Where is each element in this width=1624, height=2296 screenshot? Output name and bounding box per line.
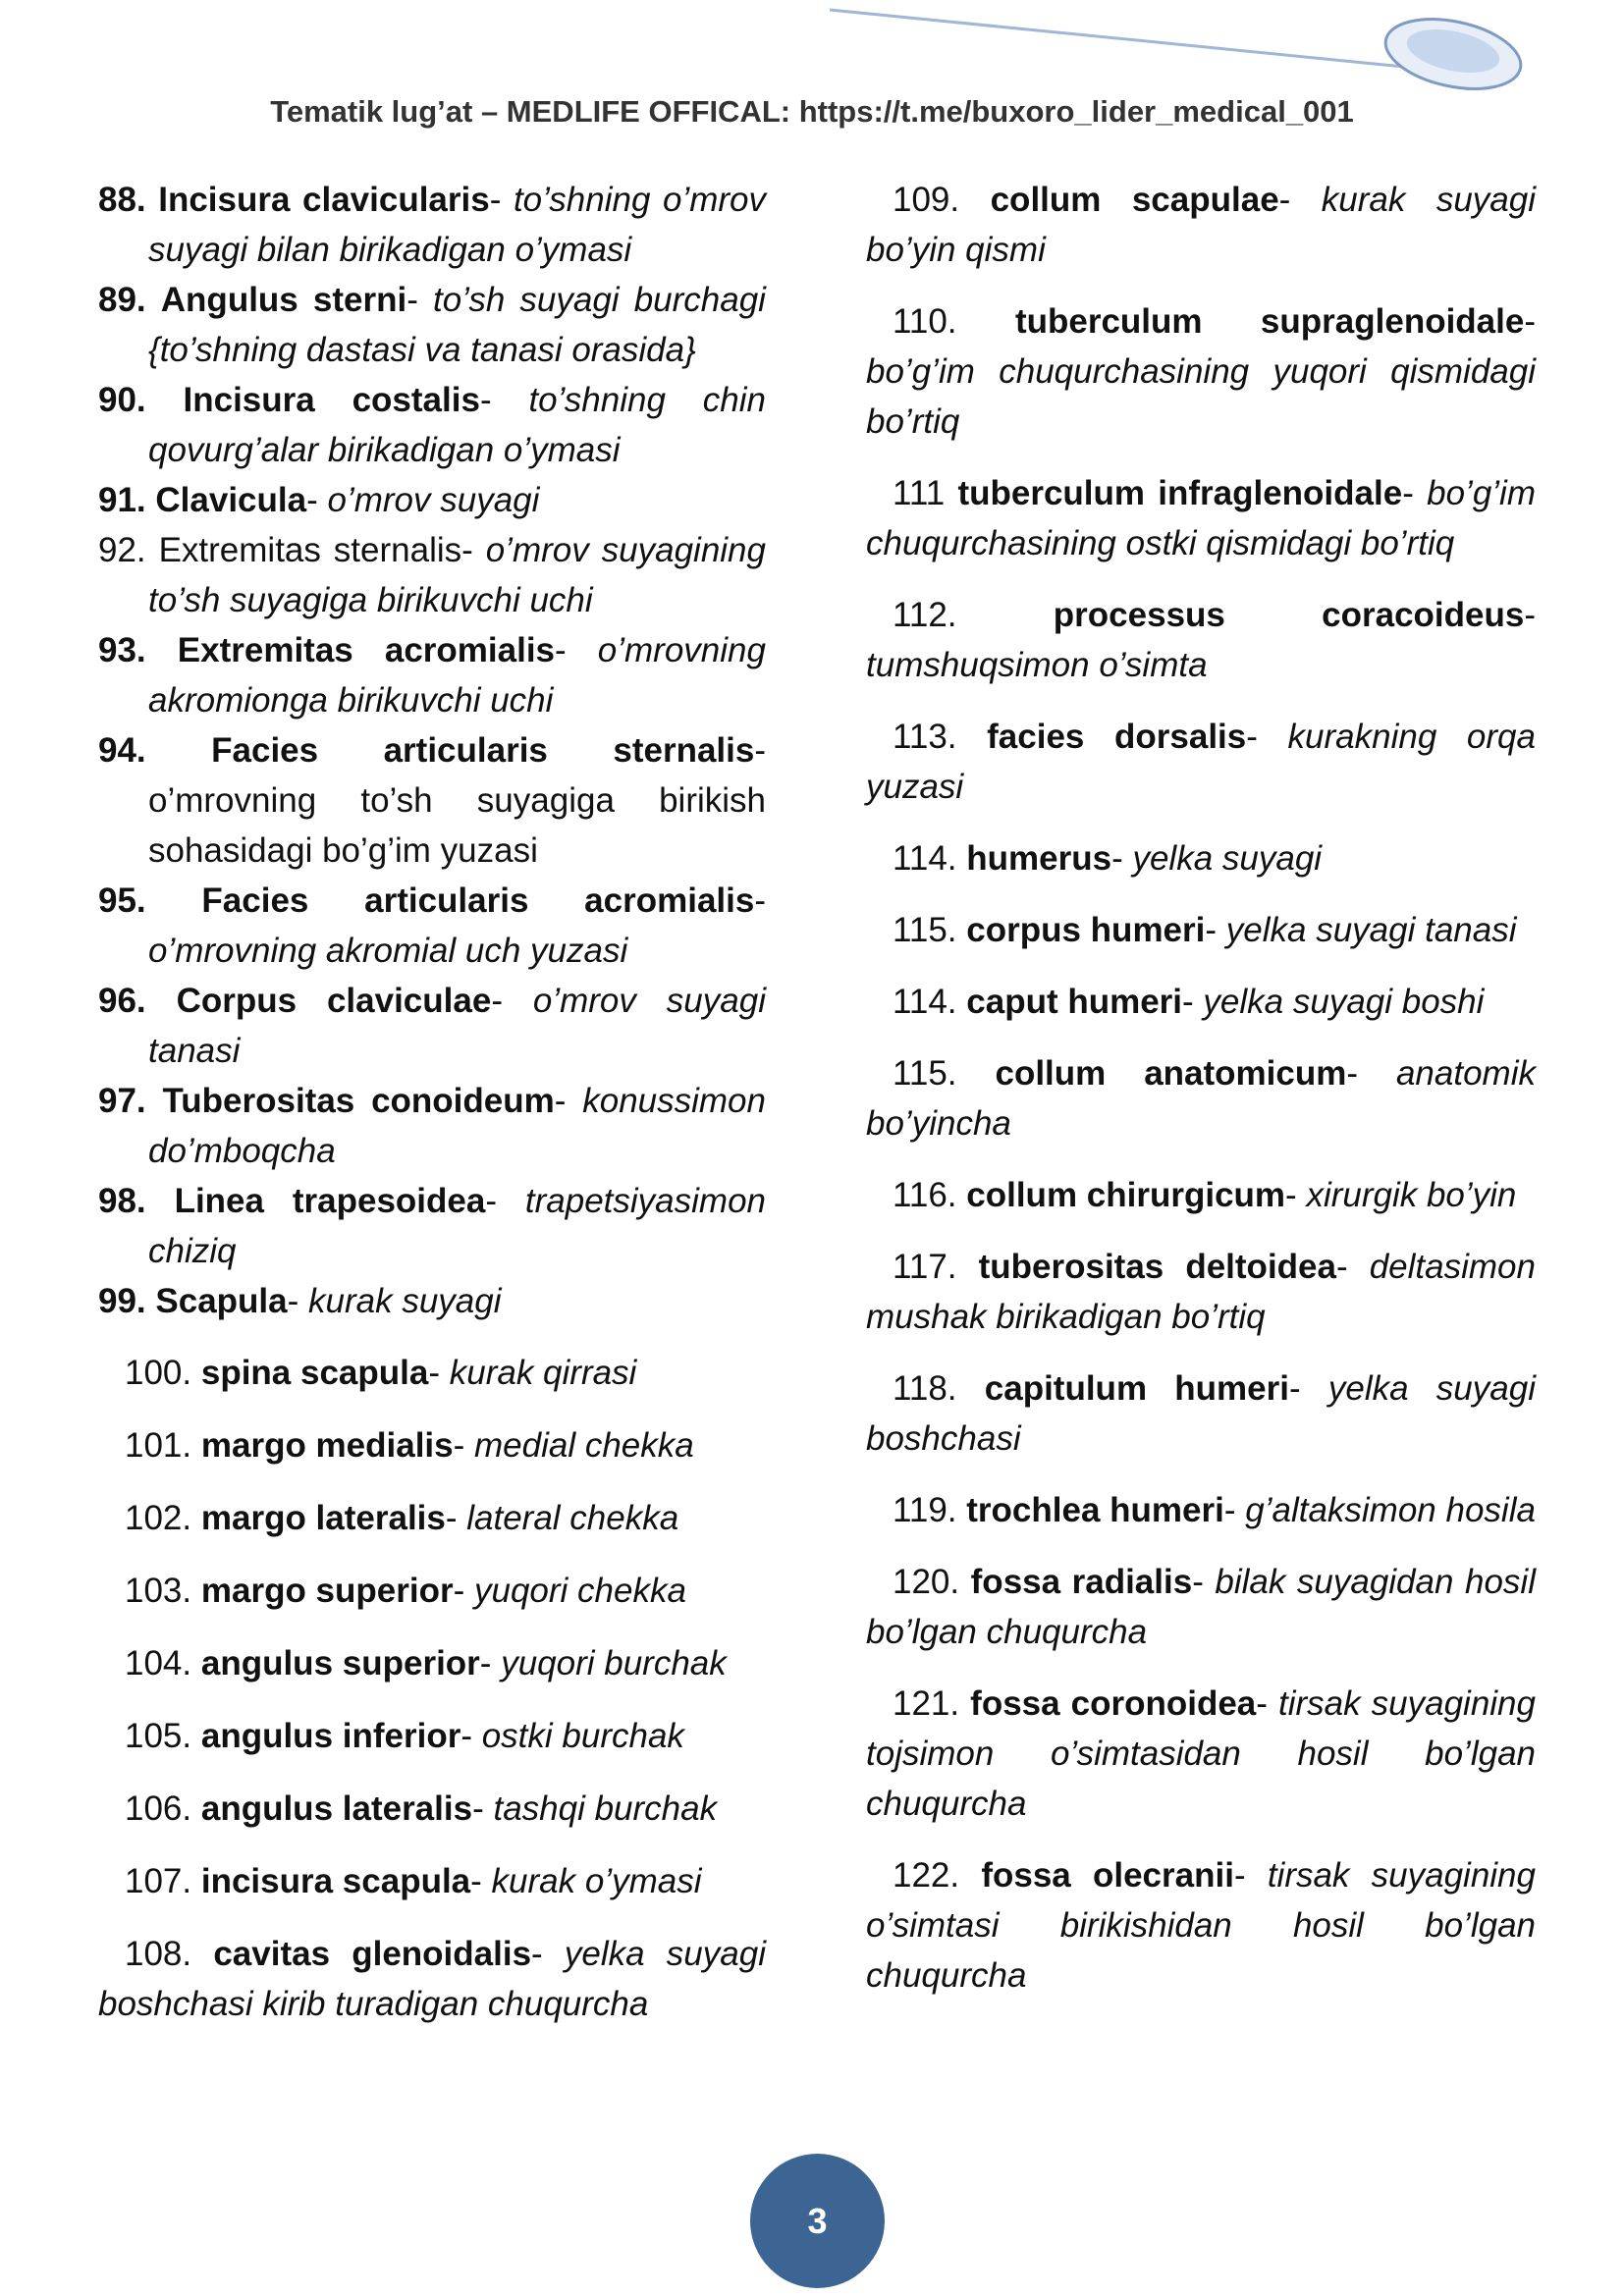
glossary-entry [866, 1557, 1536, 1657]
entry-separator: - [479, 1644, 502, 1682]
entry-separator: - [1335, 1248, 1370, 1286]
entry-definition: medial chekka [474, 1426, 694, 1465]
glossary-entry [98, 1176, 766, 1276]
entry-term: Extremitas acromialis [177, 631, 556, 669]
hanging-list [98, 175, 766, 1326]
entry-term: Scapula [155, 1282, 288, 1320]
glossary-entry [125, 1711, 766, 1761]
entry-term: margo superior [200, 1572, 454, 1610]
entry-separator: - [489, 181, 514, 219]
entry-separator: - [554, 1082, 583, 1120]
entry-definition: yelka suyagi boshchasi kirib turadigan chuqurcha [98, 1935, 766, 2023]
glossary-entry [98, 876, 766, 976]
header-decoration [0, 0, 1624, 108]
entry-term: angulus inferior [200, 1717, 461, 1755]
entry-number: 117. [893, 1248, 957, 1286]
entry-number: 110. [893, 302, 957, 341]
entry-term: margo lateralis [200, 1499, 446, 1537]
entry-definition: tirsak suyagining o’simtasi birikishidan hosil bo’lgan chuqurcha [866, 1856, 1536, 1995]
entry-term: tuberculum supraglenoidale [1014, 302, 1525, 341]
entry-term: capitulum humeri [984, 1369, 1289, 1408]
entry-number: 98. [98, 1182, 146, 1220]
entry-term: fossa olecranii [981, 1856, 1234, 1895]
entry-definition: tirsak suyagining tojsimon o’simtasidan hosil bo’lgan chuqurcha [866, 1684, 1536, 1823]
entry-number: 115. [893, 911, 957, 949]
entry-definition: tumshuqsimon o’simta [866, 646, 1208, 684]
entry-definition: to’sh suyagi burchagi {to’shning dastasi va tanasi orasida} [148, 281, 766, 369]
glossary-entry [98, 1276, 766, 1326]
entry-number: 92. [98, 531, 146, 569]
glossary-entry [125, 1493, 766, 1543]
entry-term: tuberositas deltoidea [978, 1248, 1336, 1286]
entry-number: 104. [125, 1644, 192, 1682]
entry-definition: ostki burchak [481, 1717, 684, 1755]
entry-separator: - [472, 1789, 494, 1828]
entry-separator: - [479, 381, 529, 419]
entry-term: Clavicula [155, 481, 307, 519]
entry-number: 116. [893, 1176, 957, 1214]
glossary-entry [866, 1850, 1536, 2001]
glossary-entry [98, 475, 766, 525]
entry-number: 105. [125, 1717, 192, 1755]
entry-number: 102. [125, 1499, 192, 1537]
entry-definition: deltasimon mushak birikadigan bo’rtiq [866, 1248, 1536, 1336]
entry-term: angulus superior [200, 1644, 480, 1682]
entry-definition: o’mrovning akromial uch yuzasi [148, 932, 628, 970]
glossary-entry [125, 1638, 766, 1688]
entry-definition: kurak o’ymasi [491, 1862, 702, 1900]
entry-number: 90. [98, 381, 146, 419]
entry-number: 109. [893, 181, 960, 219]
entry-separator: - [754, 881, 766, 920]
glossary-entry [98, 375, 766, 475]
entry-number: 113. [893, 718, 957, 756]
entry-term: collum anatomicum [995, 1054, 1347, 1093]
entry-term: incisura scapula [200, 1862, 471, 1900]
entry-term: trochlea humeri [966, 1491, 1224, 1529]
glossary-entry [866, 1242, 1536, 1342]
entry-number: 99. [98, 1282, 146, 1320]
entry-separator: - [555, 631, 598, 669]
entry-separator: - [491, 982, 533, 1020]
glossary-entry [98, 1076, 766, 1176]
entry-number: 115. [893, 1054, 957, 1093]
entry-separator: - [453, 1426, 475, 1465]
entry-definition: o’mrov suyagi tanasi [148, 982, 766, 1070]
glossary-entry [866, 905, 1536, 955]
entry-number: 97. [98, 1082, 146, 1120]
entry-term: collum chirurgicum [966, 1176, 1286, 1214]
entry-term: humerus [966, 839, 1112, 878]
entry-number: 91. [98, 481, 146, 519]
entry-separator: - [306, 481, 328, 519]
entry-term: Angulus sterni [160, 281, 407, 319]
entry-term: corpus humeri [966, 911, 1206, 949]
entry-separator: - [485, 1182, 525, 1220]
entry-term: Facies articularis acromialis [201, 881, 755, 920]
entry-term: Tuberositas conoideum [162, 1082, 555, 1120]
entry-number: 119. [893, 1491, 957, 1529]
entry-definition: kurakning orqa yuzasi [866, 718, 1536, 806]
entry-definition: yuqori burchak [501, 1644, 727, 1682]
entry-term: fossa radialis [970, 1563, 1193, 1601]
glossary-entry [866, 1170, 1536, 1220]
entry-separator: - [1111, 839, 1133, 878]
page-header: Tematik lug’at – MEDLIFE OFFICAL: https://t.me/buxoro_lider_medical_001 [270, 94, 1354, 129]
entry-number: 96. [98, 982, 146, 1020]
entry-term: angulus lateralis [200, 1789, 473, 1828]
entry-definition: g’altaksimon hosila [1245, 1491, 1536, 1529]
entry-definition: yelka suyagi boshi [1203, 983, 1485, 1021]
entry-separator: - [1192, 1563, 1216, 1601]
glossary-entry [125, 1566, 766, 1616]
spaced-list [98, 1348, 766, 1906]
entry-separator: - [428, 1354, 450, 1392]
entry-separator: - [453, 1572, 474, 1610]
entry-number: 100. [125, 1354, 192, 1392]
entry-number: 106. [125, 1789, 192, 1828]
entry-separator: - [406, 281, 433, 319]
entry-definition: o’mrovning akromionga birikuvchi uchi [148, 631, 766, 720]
entry-separator: - [1205, 911, 1226, 949]
entry-definition: bilak suyagidan hosil bo’lgan chuqurcha [866, 1563, 1536, 1651]
entry-number: 114. [893, 839, 957, 878]
entry-separator: - [470, 1862, 492, 1900]
entry-separator: - [445, 1499, 467, 1537]
entry-term: Incisura costalis [183, 381, 480, 419]
entry-term: Extremitas sternalis [158, 531, 462, 569]
entry-definition: bo’g’im chuqurchasining yuqori qismidagi bo’rtiq [866, 352, 1536, 441]
entry-definition: yelka suyagi [1132, 839, 1323, 878]
entry-number: 112. [893, 596, 957, 634]
entry-separator: - [287, 1282, 309, 1320]
entry-separator: - [1256, 1684, 1278, 1723]
entry-term: margo medialis [200, 1426, 454, 1465]
entry-term: tuberculum infraglenoidale [957, 474, 1403, 512]
entry-term: cavitas glenoidalis [213, 1935, 532, 1973]
entry-term: spina scapula [200, 1354, 429, 1392]
entry-definition: kurak qirrasi [449, 1354, 637, 1392]
entry-number: 107. [125, 1862, 192, 1900]
entry-separator: - [460, 1717, 482, 1755]
entry-number: 121. [893, 1684, 960, 1723]
entry-term: facies dorsalis [987, 718, 1247, 756]
entry-number: 94. [98, 731, 146, 770]
entry-separator: - [1278, 181, 1322, 219]
entry-separator: - [754, 731, 766, 770]
entry-separator: - [1524, 596, 1536, 634]
glossary-entry [98, 525, 766, 625]
entry-separator: - [1288, 1369, 1328, 1408]
entry-definition: tashqi burchak [493, 1789, 718, 1828]
entry-number: 122. [893, 1856, 960, 1895]
entry-definition: kurak suyagi bo’yin qismi [866, 181, 1536, 269]
entry-term: fossa coronoidea [970, 1684, 1257, 1723]
entry-number: 95. [98, 881, 146, 920]
entry-108 [98, 1929, 766, 2029]
entry-definition: to’shning o’mrov suyagi bilan birikadigan o’ymasi [148, 181, 767, 269]
entry-separator: - [1223, 1491, 1246, 1529]
entry-separator: - [461, 531, 486, 569]
entry-number: 108. [125, 1935, 192, 1973]
entry-definition: o’mrov suyagi [327, 481, 540, 519]
entry-term: Incisura clavicularis [158, 181, 490, 219]
entry-definition: trapetsiyasimon chiziq [148, 1182, 766, 1270]
right-column [866, 175, 1536, 2022]
entry-definition: xirurgik bo’yin [1306, 1176, 1517, 1214]
entry-number: 89. [98, 281, 146, 319]
entry-separator: - [1524, 302, 1536, 341]
entry-number: 88. [98, 181, 146, 219]
glossary-entry [125, 1856, 766, 1906]
entry-definition: bo’g’im chuqurchasining ostki qismidagi bo’rtiq [866, 474, 1536, 562]
entry-definition: anatomik bo’yincha [866, 1054, 1536, 1143]
glossary-entry [866, 468, 1536, 568]
entry-separator: - [1233, 1856, 1268, 1895]
entry-term: Corpus claviculae [176, 982, 492, 1020]
glossary-entry [98, 625, 766, 725]
entry-term: caput humeri [966, 983, 1183, 1021]
entry-number: 120. [893, 1563, 960, 1601]
entry-number: 103. [125, 1572, 192, 1610]
glossary-entry [866, 712, 1536, 812]
glossary-entry [125, 1420, 766, 1470]
entry-definition: yelka suyagi tanasi [1225, 911, 1517, 949]
entry-separator: - [1182, 983, 1204, 1021]
entry-definition: konussimon do’mboqcha [148, 1082, 766, 1170]
glossary-entry [866, 1048, 1536, 1148]
entry-separator: - [1346, 1054, 1396, 1093]
entry-separator: - [1402, 474, 1428, 512]
glossary-entry [125, 1784, 766, 1834]
entry-separator: - [531, 1935, 565, 1973]
entry-number: 93. [98, 631, 146, 669]
glossary-entry [866, 175, 1536, 275]
entry-separator: - [1285, 1176, 1307, 1214]
glossary-entry [98, 175, 766, 275]
glossary-entry [866, 833, 1536, 883]
entry-term: Facies articularis sternalis [211, 731, 755, 770]
entry-definition: yuqori chekka [473, 1572, 686, 1610]
entry-definition: o’mrovning to’sh suyagiga birikish sohasidagi bo’g’im yuzasi [148, 781, 766, 870]
entry-definition: to’shning chin qovurg’alar birikadigan o’ymasi [148, 381, 766, 469]
entry-number: 114. [893, 983, 957, 1021]
glossary-entry [866, 1679, 1536, 1829]
entry-number: 111 [893, 474, 946, 512]
glossary-entry [866, 1485, 1536, 1535]
entry-definition: kurak suyagi [308, 1282, 502, 1320]
glossary-entry [98, 725, 766, 876]
entry-definition: lateral chekka [466, 1499, 679, 1537]
glossary-entry [866, 296, 1536, 447]
entry-number: 101. [125, 1426, 192, 1465]
glossary-entry [98, 275, 766, 375]
entry-definition: yelka suyagi boshchasi [866, 1369, 1536, 1458]
entry-term: collum scapulae [990, 181, 1279, 219]
entry-number: 118. [893, 1369, 957, 1408]
glossary-entry [98, 976, 766, 1076]
entry-separator: - [1246, 718, 1288, 756]
glossary-entry [125, 1348, 766, 1398]
glossary-entry [866, 590, 1536, 690]
left-column [98, 175, 766, 2029]
page-number-badge: 3 [750, 2154, 885, 2288]
entry-definition: o’mrov suyagining to’sh suyagiga birikuvchi uchi [148, 531, 766, 619]
entry-term: processus coracoideus [1053, 596, 1525, 634]
glossary-entry [866, 977, 1536, 1027]
entry-term: Linea trapesoidea [174, 1182, 486, 1220]
glossary-entry [866, 1363, 1536, 1464]
